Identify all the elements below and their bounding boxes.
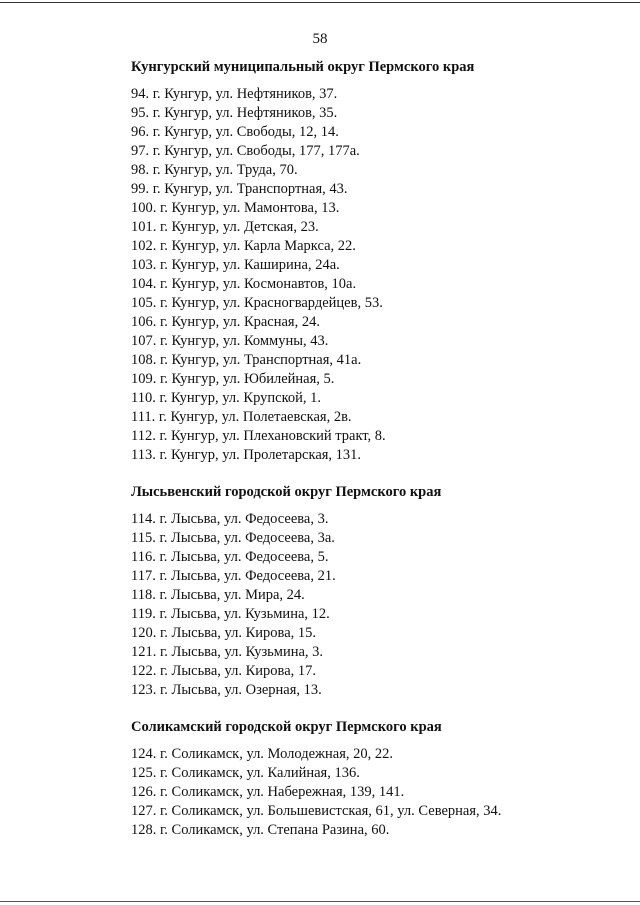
address-section	[131, 718, 611, 840]
address-entry: 95. г. Кунгур, ул. Нефтяников, 35.	[131, 105, 338, 121]
address-entry: 119. г. Лысьва, ул. Кузьмина, 12.	[131, 606, 330, 622]
address-entry: 94. г. Кунгур, ул. Нефтяников, 37.	[131, 86, 338, 102]
address-entry: 103. г. Кунгур, ул. Каширина, 24а.	[131, 257, 340, 273]
address-list	[131, 85, 611, 465]
address-entry: 120. г. Лысьва, ул. Кирова, 15.	[131, 625, 317, 641]
address-entry: 98. г. Кунгур, ул. Труда, 70.	[131, 162, 298, 178]
address-list	[131, 510, 611, 700]
address-entry: 112. г. Кунгур, ул. Плехановский тракт, 8.	[131, 428, 386, 444]
address-entry: 116. г. Лысьва, ул. Федосеева, 5.	[131, 549, 329, 565]
section-heading: Соликамский городской округ Пермского края	[131, 719, 442, 735]
address-entry: 115. г. Лысьва, ул. Федосеева, 3а.	[131, 530, 335, 546]
address-entry: 97. г. Кунгур, ул. Свободы, 177, 177а.	[131, 143, 360, 159]
address-list	[131, 745, 611, 840]
address-entry: 104. г. Кунгур, ул. Космонавтов, 10а.	[131, 276, 357, 292]
address-entry: 114. г. Лысьва, ул. Федосеева, 3.	[131, 511, 329, 527]
address-entry: 117. г. Лысьва, ул. Федосеева, 21.	[131, 568, 336, 584]
address-entry: 113. г. Кунгур, ул. Пролетарская, 131.	[131, 447, 362, 463]
address-entry: 102. г. Кунгур, ул. Карла Маркса, 22.	[131, 238, 356, 254]
address-entry: 99. г. Кунгур, ул. Транспортная, 43.	[131, 181, 348, 197]
address-entry: 111. г. Кунгур, ул. Полетаевская, 2в.	[131, 409, 352, 425]
address-entry: 121. г. Лысьва, ул. Кузьмина, 3.	[131, 644, 324, 660]
bottom-border-line	[0, 901, 640, 902]
address-entry: 107. г. Кунгур, ул. Коммуны, 43.	[131, 333, 329, 349]
address-entry: 106. г. Кунгур, ул. Красная, 24.	[131, 314, 320, 330]
address-entry: 110. г. Кунгур, ул. Крупской, 1.	[131, 390, 322, 406]
address-entry: 109. г. Кунгур, ул. Юбилейная, 5.	[131, 371, 335, 387]
document-body	[131, 58, 611, 858]
page-number: 58	[312, 31, 328, 47]
address-entry: 127. г. Соликамск, ул. Большевистская, 61, ул. Северная, 34.	[131, 803, 502, 819]
address-entry: 125. г. Соликамск, ул. Калийная, 136.	[131, 765, 360, 781]
address-entry: 122. г. Лысьва, ул. Кирова, 17.	[131, 663, 317, 679]
address-entry: 126. г. Соликамск, ул. Набережная, 139, 141.	[131, 784, 405, 800]
address-section	[131, 58, 611, 465]
address-entry: 101. г. Кунгур, ул. Детская, 23.	[131, 219, 319, 235]
address-entry: 123. г. Лысьва, ул. Озерная, 13.	[131, 682, 322, 698]
address-entry: 100. г. Кунгур, ул. Мамонтова, 13.	[131, 200, 340, 216]
section-heading: Лысьвенский городской округ Пермского края	[131, 484, 442, 500]
address-entry: 124. г. Соликамск, ул. Молодежная, 20, 22.	[131, 746, 394, 762]
address-entry: 128. г. Соликамск, ул. Степана Разина, 60.	[131, 822, 390, 838]
top-border-line	[0, 2, 640, 3]
address-entry: 108. г. Кунгур, ул. Транспортная, 41а.	[131, 352, 362, 368]
address-entry: 96. г. Кунгур, ул. Свободы, 12, 14.	[131, 124, 339, 140]
address-section	[131, 483, 611, 700]
address-entry: 118. г. Лысьва, ул. Мира, 24.	[131, 587, 305, 603]
address-entry: 105. г. Кунгур, ул. Красногвардейцев, 53.	[131, 295, 383, 311]
section-heading: Кунгурский муниципальный округ Пермского края	[131, 59, 475, 75]
